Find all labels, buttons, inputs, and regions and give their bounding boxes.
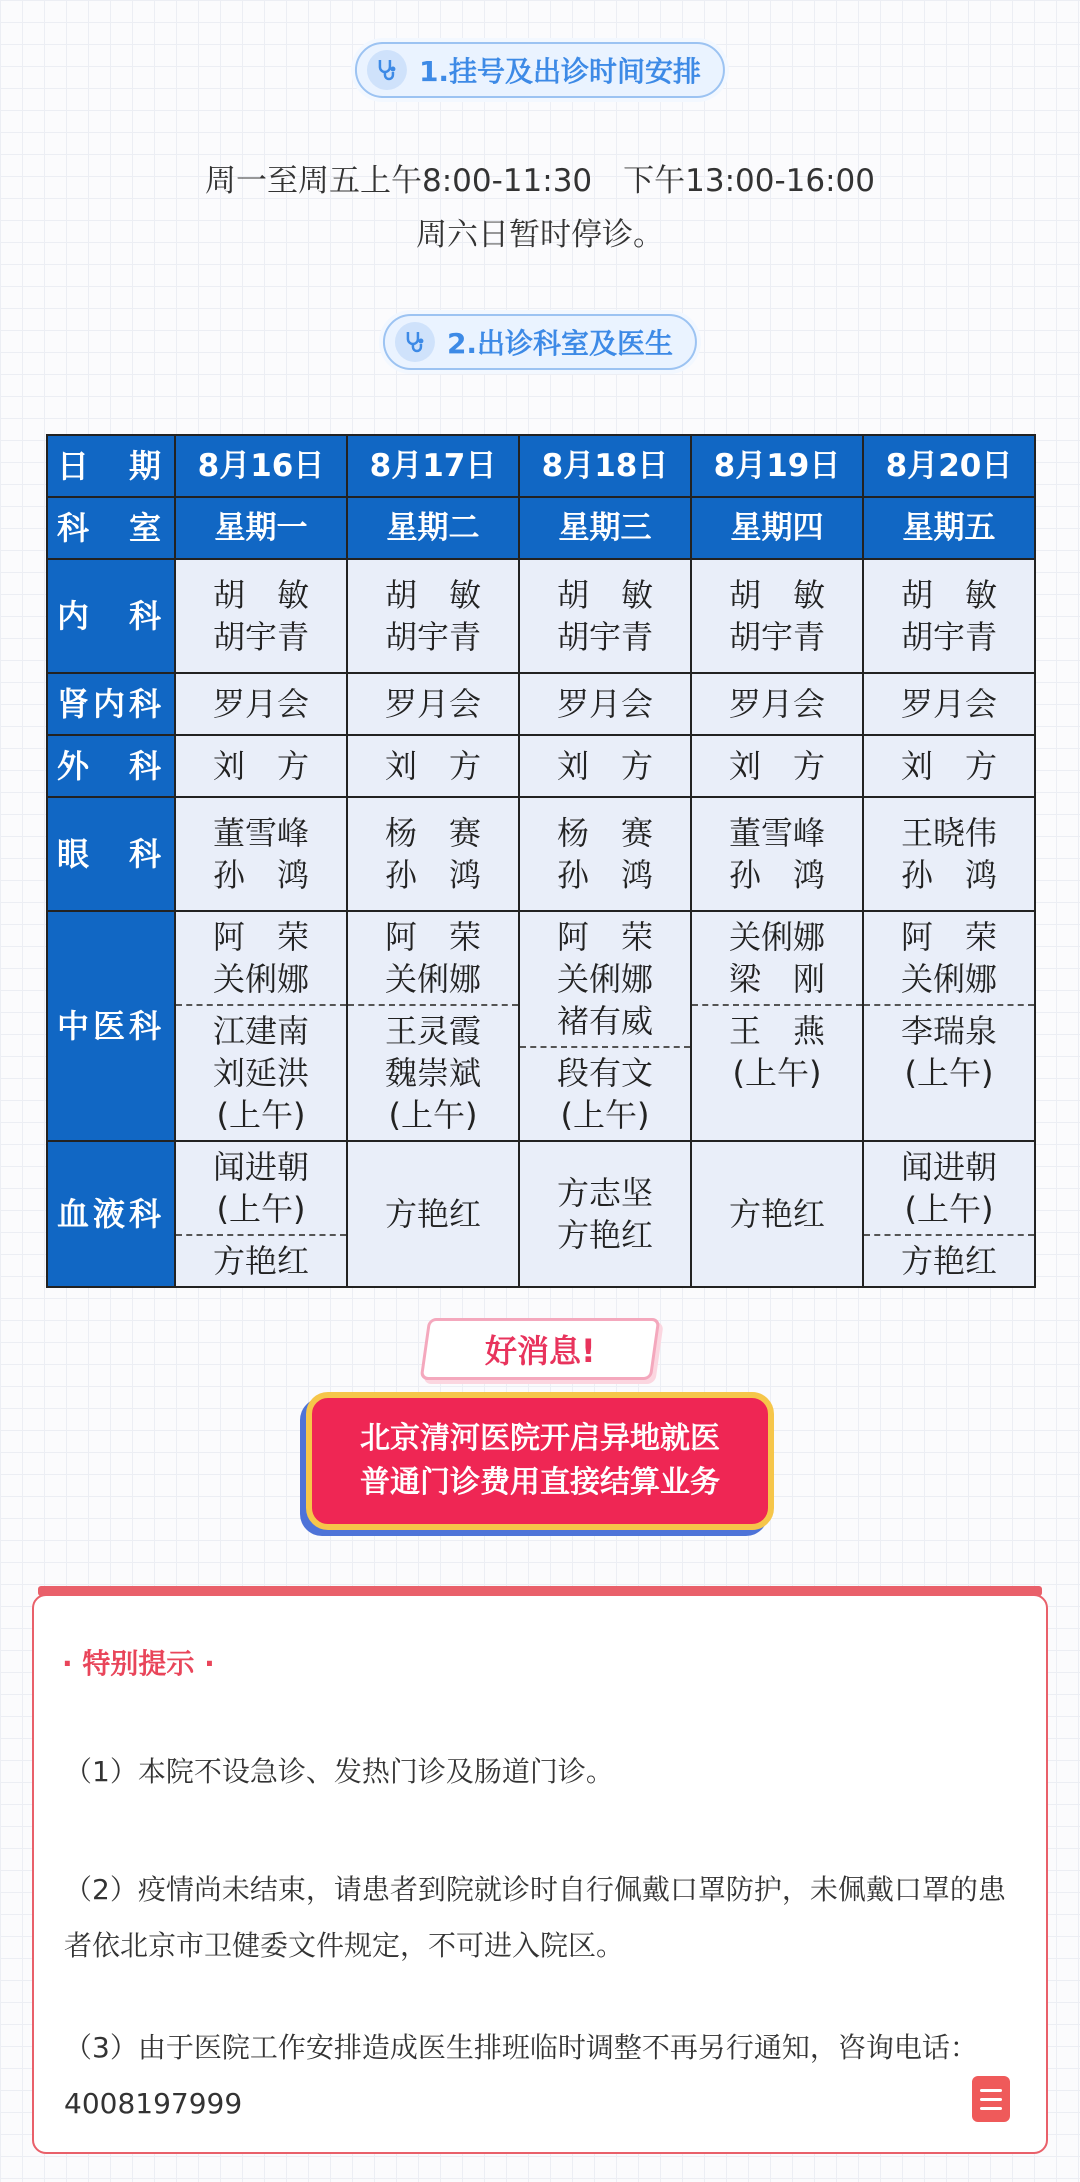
doctor-names: 罗月会 — [212, 685, 309, 723]
doctor-names: 刘 方 — [556, 747, 653, 785]
date-header: 8月18日 — [519, 435, 691, 497]
doctor-names: 刘 方 — [728, 747, 825, 785]
notice-item-3: （3）由于医院工作安排造成医生排班临时调整不再另行通知，咨询电话：4008197999 — [64, 2031, 978, 2120]
schedule-line1: 周一至周五上午8:00-11:30 下午13:00-16:00 — [205, 163, 875, 199]
schedule-cell — [691, 673, 863, 735]
doctor-names: 段有文 (上午) — [520, 1046, 690, 1140]
department-row — [47, 911, 1035, 1141]
notice-item-1: （1）本院不设急诊、发热门诊及肠道门诊。 — [64, 1755, 614, 1788]
section1-title: 1.挂号及出诊时间安排 — [418, 55, 702, 88]
department-name: 血液科 — [47, 1141, 175, 1287]
schedule-cell — [347, 797, 519, 911]
department-name: 眼 科 — [47, 797, 175, 911]
schedule-cell — [347, 559, 519, 673]
doctor-names: 方艳红 — [864, 1234, 1034, 1286]
schedule-cell — [175, 735, 347, 797]
doctor-names: 胡 敏 胡宇青 — [384, 576, 481, 656]
department-name: 内 科 — [47, 559, 175, 673]
doctor-names: 方艳红 — [728, 1195, 825, 1233]
schedule-cell — [691, 911, 863, 1141]
schedule-cell — [519, 559, 691, 673]
schedule-cell — [863, 797, 1035, 911]
date-header: 8月16日 — [175, 435, 347, 497]
doctor-names: 关俐娜 梁 刚 — [728, 918, 825, 998]
schedule-cell — [347, 673, 519, 735]
weekday-header: 星期四 — [691, 497, 863, 559]
special-notice-card — [32, 1594, 1048, 2154]
schedule-cell — [175, 559, 347, 673]
good-news-line2: 普通门诊费用直接结算业务 — [360, 1465, 720, 1500]
schedule-cell — [175, 911, 347, 1141]
doctor-names: 江建南 刘延洪 (上午) — [176, 1004, 346, 1140]
weekday-header: 星期一 — [175, 497, 347, 559]
doctor-names: 罗月会 — [384, 685, 481, 723]
doctor-names: 方艳红 — [176, 1234, 346, 1286]
schedule-cell — [691, 735, 863, 797]
schedule-cell — [175, 797, 347, 911]
section2-badge — [383, 314, 697, 370]
department-row — [47, 735, 1035, 797]
schedule-cell — [519, 673, 691, 735]
department-label: 科 室 — [47, 497, 175, 559]
good-news-banner — [306, 1392, 774, 1530]
doctor-names: 刘 方 — [212, 747, 309, 785]
doctor-names: 胡 敏 胡宇青 — [556, 576, 653, 656]
doctor-names: 董雪峰 孙 鸿 — [212, 814, 309, 894]
doctor-names: 杨 赛 孙 鸿 — [384, 814, 481, 894]
department-row — [47, 559, 1035, 673]
weekday-row — [47, 497, 1035, 559]
date-row — [47, 435, 1035, 497]
doctor-names: 王 燕 (上午) — [692, 1004, 862, 1098]
schedule-cell — [863, 673, 1035, 735]
weekday-header: 星期五 — [863, 497, 1035, 559]
section1-badge — [355, 42, 725, 98]
doctor-names: 董雪峰 孙 鸿 — [728, 814, 825, 894]
doctor-names: 刘 方 — [384, 747, 481, 785]
doctor-names: 阿 荣 关俐娜 — [212, 918, 309, 998]
stethoscope-icon — [367, 50, 407, 90]
schedule-cell — [519, 797, 691, 911]
schedule-cell — [863, 911, 1035, 1141]
schedule-cell — [863, 1141, 1035, 1287]
department-row — [47, 797, 1035, 911]
doctor-names: 阿 荣 关俐娜 — [900, 918, 997, 998]
doctor-names: 刘 方 — [900, 747, 997, 785]
schedule-cell — [863, 559, 1035, 673]
good-news-tag — [420, 1318, 661, 1380]
schedule-cell — [691, 559, 863, 673]
notice-title: · 特别提示 · — [62, 1647, 215, 1680]
date-header: 8月17日 — [347, 435, 519, 497]
doctor-names: 罗月会 — [900, 685, 997, 723]
doctor-names: 闻进朝 (上午) — [900, 1148, 997, 1228]
schedule-cell — [175, 1141, 347, 1287]
doctor-names: 方志坚 方艳红 — [556, 1174, 653, 1254]
department-row — [47, 1141, 1035, 1287]
schedule-line2: 周六日暂时停诊。 — [416, 217, 664, 253]
good-news-tag-text: 好消息! — [484, 1332, 596, 1370]
doctor-names: 胡 敏 胡宇青 — [900, 576, 997, 656]
department-name: 肾内科 — [47, 673, 175, 735]
schedule-cell — [863, 735, 1035, 797]
schedule-cell — [691, 1141, 863, 1287]
doctor-names: 闻进朝 (上午) — [212, 1148, 309, 1228]
schedule-cell — [691, 797, 863, 911]
doctor-names: 胡 敏 胡宇青 — [728, 576, 825, 656]
schedule-cell — [519, 735, 691, 797]
notice-item-2: （2）疫情尚未结束，请患者到院就诊时自行佩戴口罩防护，未佩戴口罩的患者依北京市卫健委文件规定，不可进入院区。 — [64, 1873, 1006, 1962]
doctor-names: 胡 敏 胡宇青 — [212, 576, 309, 656]
doctor-names: 方艳红 — [384, 1195, 481, 1233]
department-name: 外 科 — [47, 735, 175, 797]
doctor-names: 阿 荣 关俐娜 — [384, 918, 481, 998]
doctor-names: 杨 赛 孙 鸿 — [556, 814, 653, 894]
stethoscope-icon — [395, 322, 435, 362]
department-name: 中医科 — [47, 911, 175, 1141]
good-news-line1: 北京清河医院开启异地就医 — [360, 1421, 720, 1456]
date-header: 8月20日 — [863, 435, 1035, 497]
doctor-names: 阿 荣 关俐娜 褚有威 — [556, 918, 653, 1040]
menu-icon[interactable] — [972, 2076, 1010, 2122]
weekday-header: 星期三 — [519, 497, 691, 559]
doctor-schedule-table — [46, 434, 1036, 1288]
date-header: 8月19日 — [691, 435, 863, 497]
department-row — [47, 673, 1035, 735]
doctor-names: 王晓伟 孙 鸿 — [900, 814, 997, 894]
weekday-header: 星期二 — [347, 497, 519, 559]
section2-title: 2.出诊科室及医生 — [446, 327, 674, 360]
doctor-names: 罗月会 — [556, 685, 653, 723]
date-label: 日 期 — [47, 435, 175, 497]
schedule-cell — [347, 911, 519, 1141]
schedule-cell — [519, 1141, 691, 1287]
schedule-cell — [347, 735, 519, 797]
schedule-cell — [175, 673, 347, 735]
doctor-names: 王灵霞 魏崇斌 (上午) — [348, 1004, 518, 1140]
doctor-names: 李瑞泉 (上午) — [864, 1004, 1034, 1098]
schedule-cell — [347, 1141, 519, 1287]
schedule-cell — [519, 911, 691, 1141]
doctor-names: 罗月会 — [728, 685, 825, 723]
